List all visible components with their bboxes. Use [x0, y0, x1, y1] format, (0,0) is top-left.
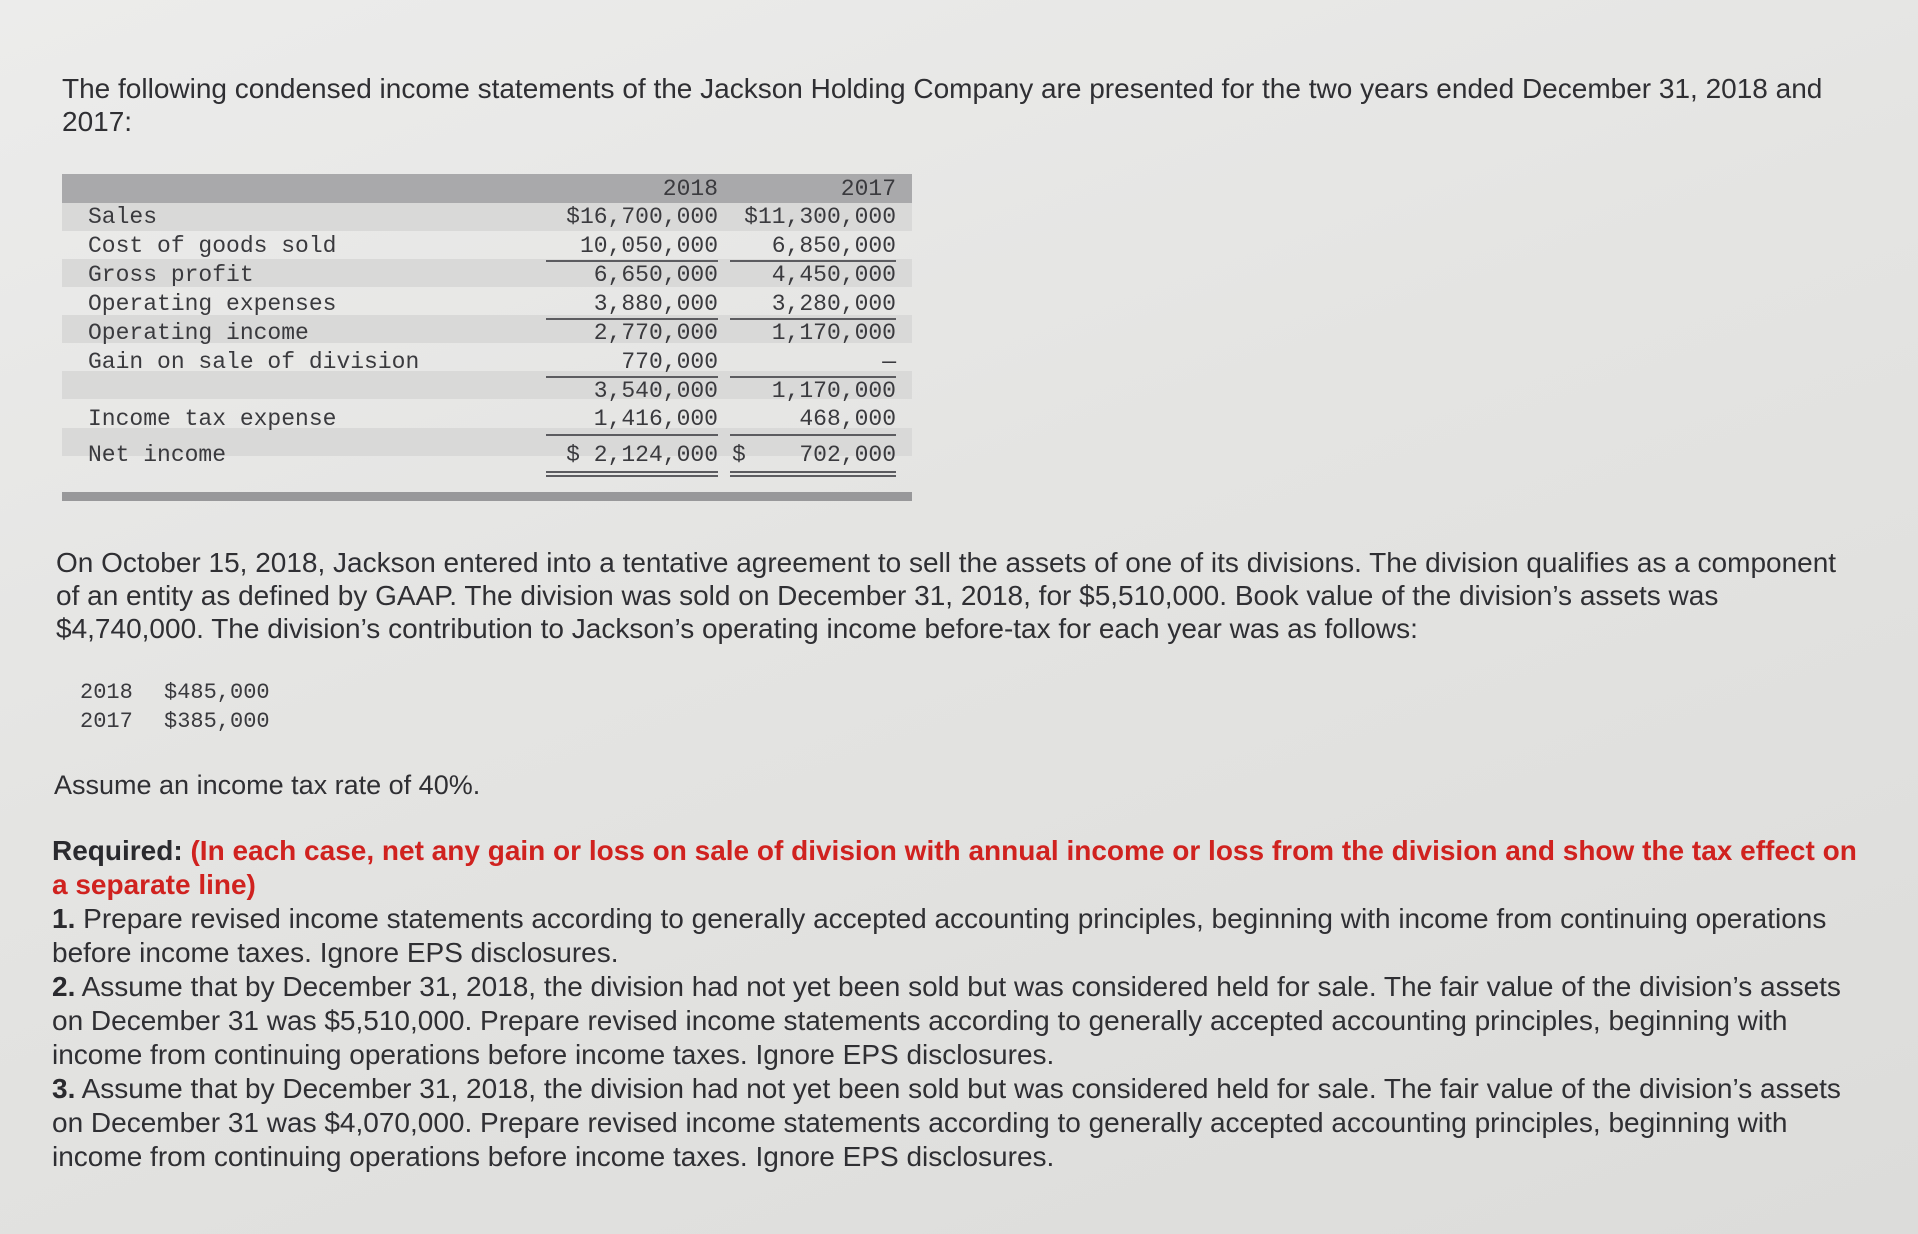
- value-2017-cogs: 6,850,000: [771, 233, 896, 259]
- required-section: [52, 834, 1862, 1174]
- value-2017-gain-on-sale: —: [882, 349, 896, 375]
- row-label-sales: Sales: [88, 204, 158, 230]
- value-2017-sales: $11,300,000: [744, 204, 896, 230]
- value-2018-gross-profit: 6,650,000: [593, 262, 718, 288]
- required-heading: [52, 834, 1862, 902]
- requirement-item: [52, 970, 1862, 1072]
- contribution-amount: $485,000: [164, 680, 270, 705]
- col-header-2018: 2018: [662, 176, 718, 202]
- row-label-operating-expenses: Operating expenses: [88, 291, 337, 317]
- required-label: Required:: [52, 835, 183, 866]
- requirement-text: Assume that by December 31, 2018, the division had not yet been sold but was considered held for sale. The fair value of the division’s assets on December 31 was $5,510,000. Prepare revised income statements according to generally accepted accounting principles, beginning with income from continuing operations before income taxes. Ignore EPS disclosures.: [52, 971, 1841, 1070]
- col-header-2017: 2017: [840, 176, 896, 202]
- row-label-gross-profit: Gross profit: [88, 262, 254, 288]
- row-label-net-income: Net income: [88, 442, 227, 468]
- tax-rate-note: Assume an income tax rate of 40%.: [54, 770, 481, 800]
- row-label-income-tax: Income tax expense: [88, 406, 337, 432]
- requirement-item: [52, 1072, 1862, 1174]
- contribution-year: 2018: [80, 680, 133, 705]
- requirement-number: 2.: [52, 971, 76, 1002]
- value-2018-operating-expenses: 3,880,000: [593, 291, 718, 317]
- division-contribution-list: [80, 678, 270, 736]
- subtotal-underline: [546, 434, 718, 436]
- row-label-gain-on-sale: Gain on sale of division: [88, 349, 420, 375]
- list-item: [80, 707, 270, 736]
- contribution-amount: $385,000: [164, 709, 270, 734]
- row-label-cogs: Cost of goods sold: [88, 233, 337, 259]
- intro-text: The following condensed income statements of the Jackson Holding Company are presented for the two years ended December 31, 2018 and 2017:: [62, 73, 1823, 137]
- dollar-sign-2017: $: [732, 442, 746, 468]
- value-2018-operating-income: 2,770,000: [593, 320, 718, 346]
- sale-description-paragraph: On October 15, 2018, Jackson entered into a tentative agreement to sell the assets of one of its divisions. The division qualifies as a component of an entity as defined by GAAP. The division was sold on December 31, 2018, for $5,510,000. Book value of the division’s assets was $4,740,000. The division’s contribution to Jackson’s operating income before-tax for each year was as follows:: [56, 547, 1837, 644]
- income-statement-table: [62, 174, 912, 504]
- requirement-number: 1.: [52, 903, 76, 934]
- value-2017-operating-expenses: 3,280,000: [771, 291, 896, 317]
- requirement-number: 3.: [52, 1073, 76, 1104]
- table-header-bar: [62, 174, 912, 203]
- contribution-year: 2017: [80, 709, 133, 734]
- requirement-item: [52, 902, 1862, 970]
- value-2017-operating-income: 1,170,000: [771, 320, 896, 346]
- value-2018-cogs: 10,050,000: [579, 233, 718, 259]
- value-2018-pretax-income: 3,540,000: [593, 378, 718, 404]
- total-double-underline: [730, 471, 896, 477]
- value-2017-income-tax: 468,000: [799, 406, 896, 432]
- required-instruction: (In each case, net any gain or loss on sale of division with annual income or loss from the division and show the tax effect on a separate line): [52, 835, 1857, 900]
- value-2018-gain-on-sale: 770,000: [621, 349, 718, 375]
- value-2017-pretax-income: 1,170,000: [771, 378, 896, 404]
- table-bottom-bar: [62, 492, 912, 501]
- value-2017-net-income: 702,000: [799, 442, 896, 468]
- value-2017-gross-profit: 4,450,000: [771, 262, 896, 288]
- value-2018-net-income: $ 2,124,000: [566, 442, 718, 468]
- value-2018-income-tax: 1,416,000: [593, 406, 718, 432]
- row-label-operating-income: Operating income: [88, 320, 309, 346]
- value-2018-sales: $16,700,000: [566, 204, 718, 230]
- list-item: [80, 678, 270, 707]
- requirement-text: Prepare revised income statements according to generally accepted accounting principles, beginning with income from continuing operations before income taxes. Ignore EPS disclosures.: [52, 903, 1827, 968]
- subtotal-underline: [730, 434, 896, 436]
- requirement-text: Assume that by December 31, 2018, the division had not yet been sold but was considered held for sale. The fair value of the division’s assets on December 31 was $4,070,000. Prepare revised income statements according to generally accepted accounting principles, beginning with income from continuing operations before income taxes. Ignore EPS disclosures.: [52, 1073, 1841, 1172]
- total-double-underline: [546, 471, 718, 477]
